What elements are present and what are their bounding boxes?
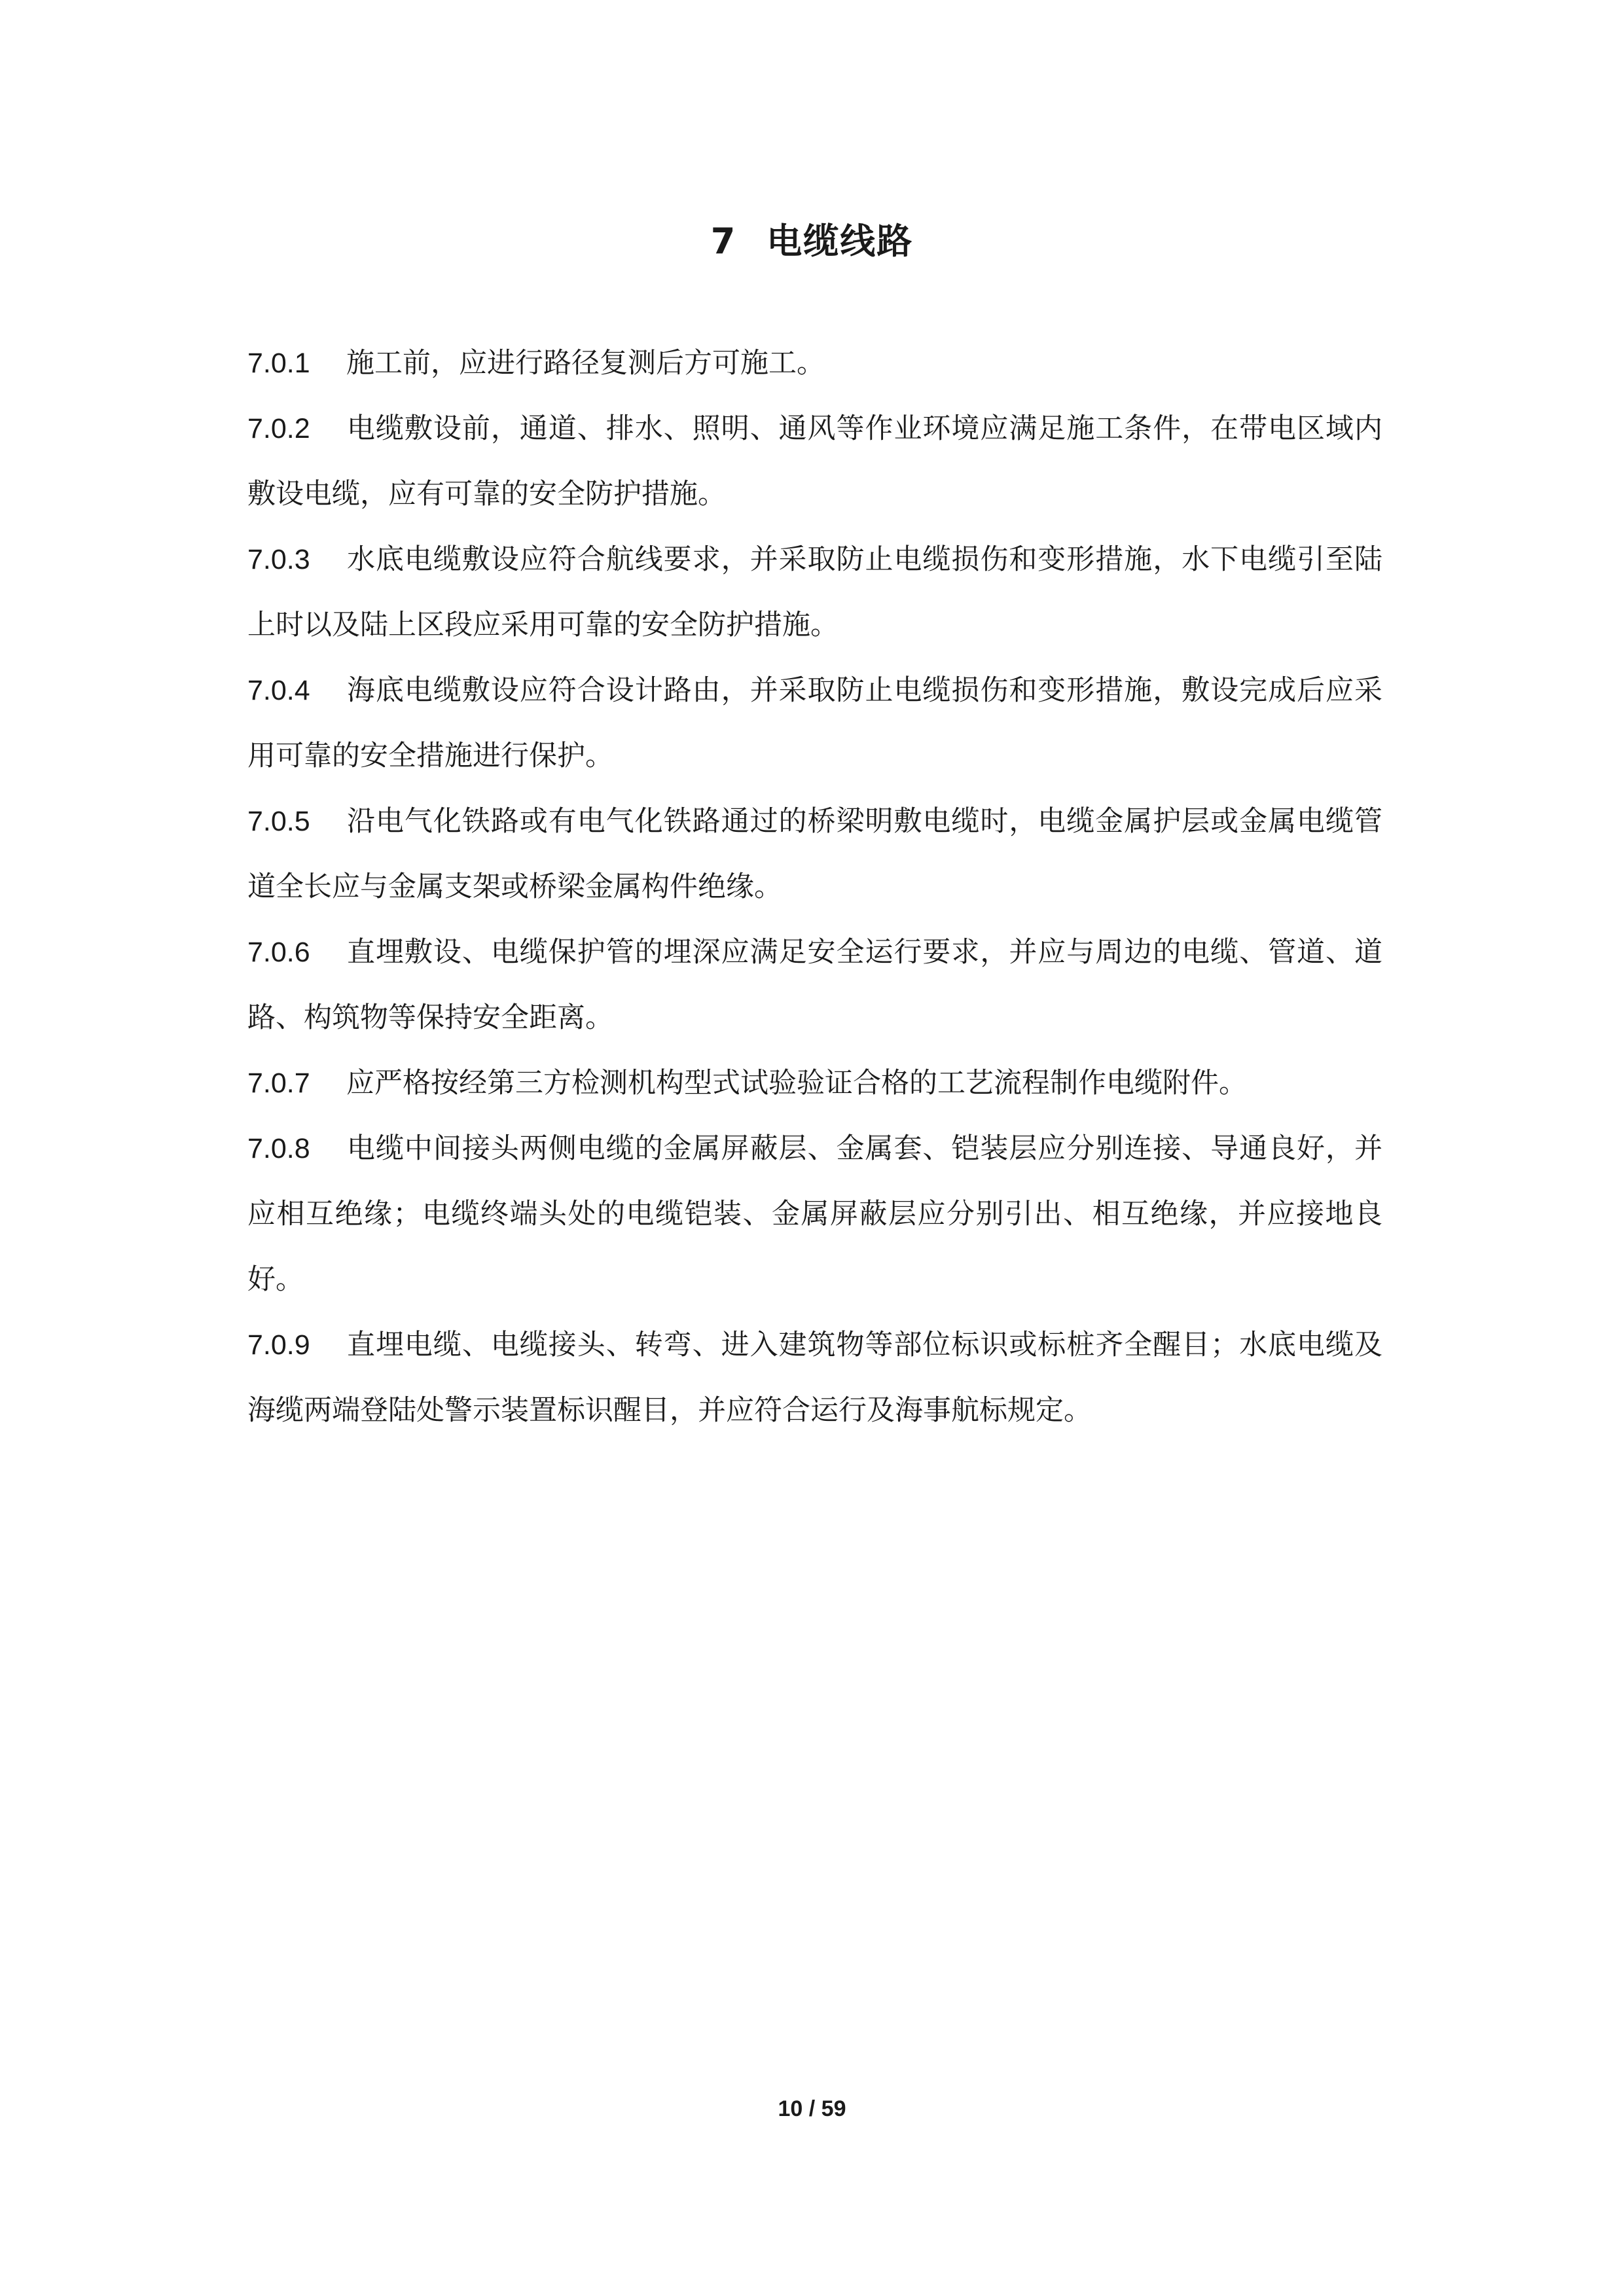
clause-7-0-2 <box>247 396 1382 527</box>
clause-text: 应严格按经第三方检测机构型式试验验证合格的工艺流程制作电缆附件。 <box>346 1067 1247 1100</box>
clause-number: 7.0.1 <box>247 348 310 379</box>
section-number: 7 <box>710 221 737 262</box>
clause-7-0-9 <box>247 1312 1382 1443</box>
clause-text: 水底电缆敷设应符合航线要求，并采取防止电缆损伤和变形措施，水下电缆引至陆上时以及陆上区段应采用可靠的安全防护措施。 <box>247 543 1382 641</box>
clause-number: 7.0.2 <box>247 413 310 444</box>
section-heading <box>0 213 1624 264</box>
section-title: 电缆线路 <box>767 221 914 262</box>
clause-text: 施工前，应进行路径复测后方可施工。 <box>346 347 825 380</box>
clause-7-0-5 <box>247 789 1382 920</box>
clause-7-0-7 <box>247 1050 1382 1116</box>
clause-text: 海底电缆敷设应符合设计路由，并采取防止电缆损伤和变形措施，敷设完成后应采用可靠的安全措施进行保护。 <box>247 674 1382 772</box>
page-number: 10 / 59 <box>778 2096 846 2121</box>
clause-number: 7.0.3 <box>247 544 310 575</box>
clause-7-0-4 <box>247 658 1382 789</box>
clause-7-0-3 <box>247 527 1382 658</box>
clause-number: 7.0.9 <box>247 1329 310 1361</box>
clause-number: 7.0.8 <box>247 1133 310 1164</box>
clause-number: 7.0.7 <box>247 1067 310 1099</box>
clause-7-0-8 <box>247 1116 1382 1312</box>
clause-text: 电缆敷设前，通道、排水、照明、通风等作业环境应满足施工条件，在带电区域内敷设电缆，应有可靠的安全防护措施。 <box>247 412 1382 511</box>
clause-7-0-6 <box>247 920 1382 1050</box>
clause-text: 直埋电缆、电缆接头、转弯、进入建筑物等部位标识或标桩齐全醒目；水底电缆及海缆两端登陆处警示装置标识醒目，并应符合运行及海事航标规定。 <box>247 1329 1382 1427</box>
clause-number: 7.0.6 <box>247 937 310 968</box>
clause-7-0-1 <box>247 331 1382 396</box>
clause-text: 沿电气化铁路或有电气化铁路通过的桥梁明敷电缆时，电缆金属护层或金属电缆管道全长应与金属支架或桥梁金属构件绝缘。 <box>247 805 1382 903</box>
clause-list <box>247 331 1382 1443</box>
clause-text: 电缆中间接头两侧电缆的金属屏蔽层、金属套、铠装层应分别连接、导通良好，并应相互绝缘；电缆终端头处的电缆铠装、金属屏蔽层应分别引出、相互绝缘，并应接地良好。 <box>247 1132 1382 1296</box>
clause-text: 直埋敷设、电缆保护管的埋深应满足安全运行要求，并应与周边的电缆、管道、道路、构筑物等保持安全距离。 <box>247 936 1382 1034</box>
clause-number: 7.0.4 <box>247 675 310 706</box>
clause-number: 7.0.5 <box>247 806 310 837</box>
